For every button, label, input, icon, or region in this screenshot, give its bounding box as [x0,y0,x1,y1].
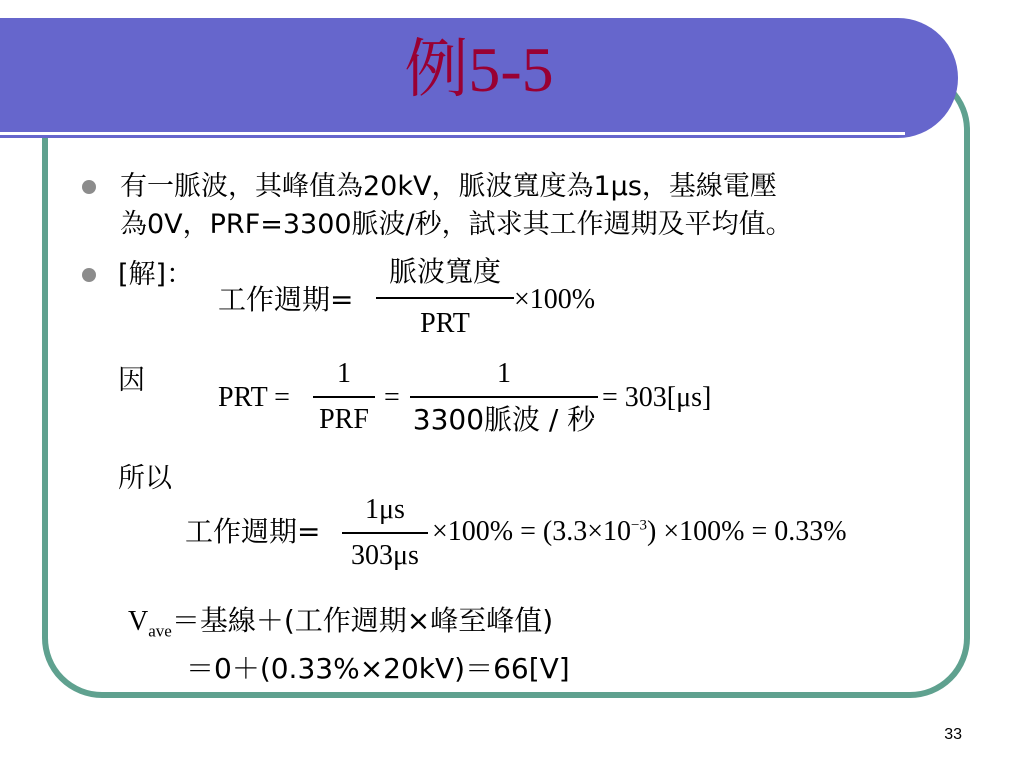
eq4-line [128,604,553,639]
eq1-lhs: 工作週期= [218,283,354,316]
eq4-v: V [128,606,149,637]
eq1-suffix: ×100% [514,284,596,315]
therefore-label: 所以 [118,463,172,494]
slide-title: 例5-5 [404,34,554,105]
fraction-bar [410,396,598,398]
eq3-lhs: 工作週期= [185,515,321,548]
eq2-lhs: PRT = [218,382,290,413]
problem-line-2: 為0V，PRF=3300脈波/秒，試求其工作週期及平均值。 [120,209,793,240]
eq3-denominator: 303μs [351,540,419,571]
eq3-rhs [432,518,847,546]
page-number: 33 [944,726,962,743]
eq1-denominator: PRT [420,308,470,339]
fraction-bar [376,297,514,299]
eq2-frac1-denominator: PRF [319,404,369,435]
eq2-equals: = [384,382,400,413]
eq2-frac1-numerator: 1 [337,358,351,389]
eq3-numerator: 1μs [365,494,405,525]
eq3-rhs-b: ) ×100% = 0.33% [647,516,847,547]
bullet-dot [82,180,96,194]
eq3-exponent: −3 [631,517,647,534]
fraction-bar [313,396,375,398]
because-label: 因 [118,365,145,396]
title-underline [0,132,905,135]
eq2-frac2-denominator: 3300脈波 / 秒 [412,403,596,436]
eq2-frac2-numerator: 1 [497,358,511,389]
eq1-numerator: 脈波寬度 [388,255,501,288]
problem-line-1: 有一脈波，其峰值為20kV，脈波寬度為1μs，基線電壓 [120,171,777,202]
eq2-result: = 303[μs] [602,382,712,413]
eq3-rhs-a: ×100% = (3.3×10 [432,516,632,547]
eq5-line: ＝0＋(0.33%×20kV)＝66[V] [186,652,570,685]
bullet-dot [82,268,96,282]
solution-label: [解]： [118,259,194,290]
eq4-rest: ＝基線＋(工作週期×峰至峰值) [171,604,554,637]
eq4-subscript: ave [148,621,172,641]
fraction-bar [342,532,428,534]
